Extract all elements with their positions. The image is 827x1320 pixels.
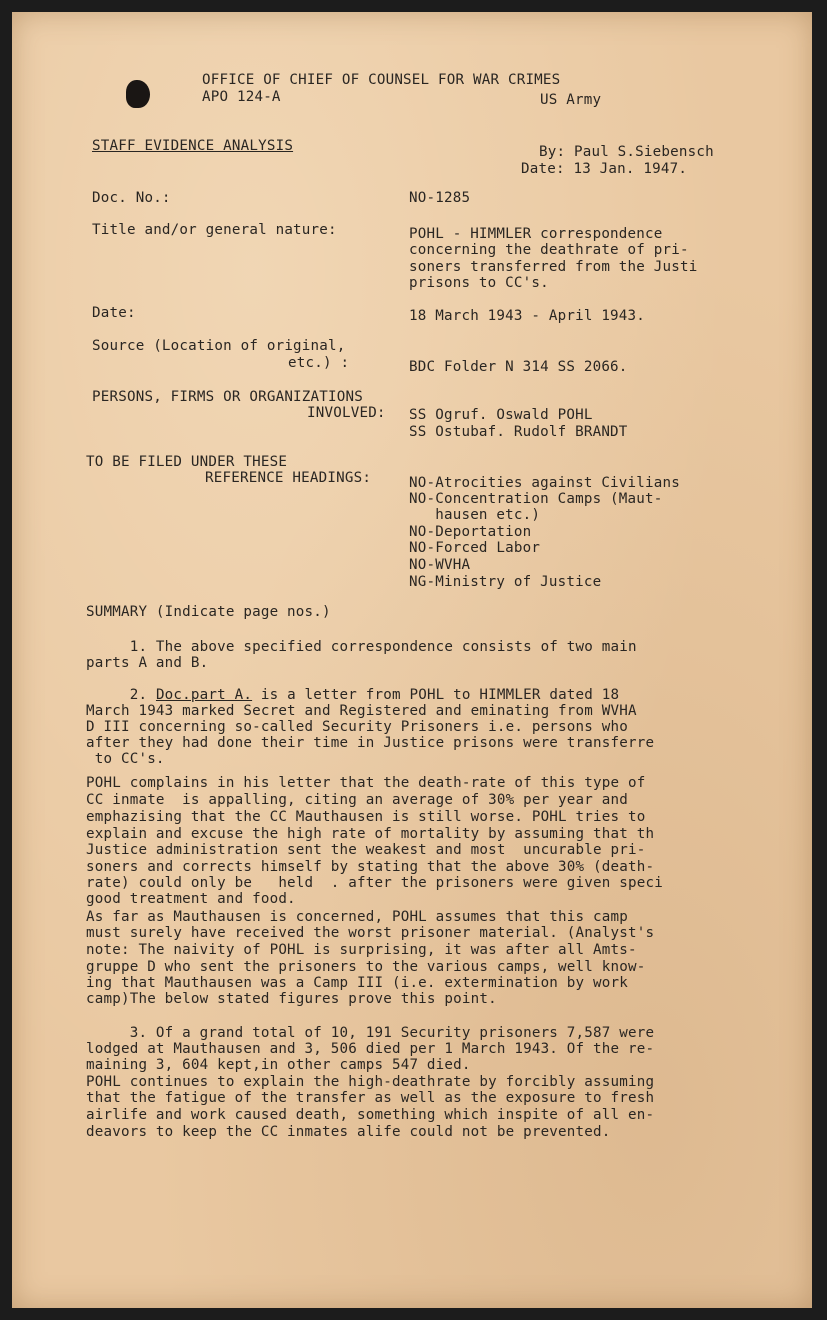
para3-line: deavors to keep the CC inmates alife could not be prevented. (86, 1124, 611, 1140)
filed-label-1: TO BE FILED UNDER THESE (86, 454, 288, 470)
para3-line: airlife and work caused death, something which inspite of all en- (86, 1107, 655, 1123)
para2-line: rate) could only be held . after the prisoners were given speci (86, 875, 663, 891)
para3-line: POHL continues to explain the high-deathrate by forcibly assuming (86, 1074, 655, 1090)
para2-line: must surely have received the worst prisoner material. (Analyst's (86, 925, 655, 941)
filed-value-3: hausen etc.) (409, 507, 541, 523)
para2-line: note: The naivity of POHL is surprising, it was after all Amts- (86, 942, 637, 958)
para2-line: As far as Mauthausen is concerned, POHL assumes that this camp (86, 909, 628, 925)
filed-value-4: NO-Deportation (409, 524, 532, 540)
para2-lead: 2. (86, 687, 156, 703)
title-value-2: concerning the deathrate of pri- (409, 242, 689, 258)
title-value-3: soners transferred from the Justi (409, 259, 698, 275)
filed-value-1: NO-Atrocities against Civilians (409, 475, 680, 491)
persons-value-1: SS Ogruf. Oswald POHL (409, 407, 593, 423)
para2-line: CC inmate is appalling, citing an average of 30% per year and (86, 792, 628, 808)
para2-line: to CC's. (86, 751, 165, 767)
document-page (12, 12, 812, 1308)
doc-part-a: Doc.part A. (155, 687, 253, 703)
analyst-by: By: Paul S.Siebensch (539, 144, 714, 160)
title-value-4: prisons to CC's. (409, 275, 549, 291)
para2-line: soners and corrects himself by stating that the above 30% (death- (86, 859, 655, 875)
source-value: BDC Folder N 314 SS 2066. (409, 359, 628, 375)
para2-line: emphazising that the CC Mauthausen is still worse. POHL tries to (86, 809, 646, 825)
para2-line: after they had done their time in Justice prisons were transferre (86, 735, 655, 751)
para2-line: camp)The below stated figures prove this point. (86, 991, 497, 1007)
para2-line: ing that Mauthausen was a Camp III (i.e. extermination by work (86, 975, 628, 991)
office-title: OFFICE OF CHIEF OF COUNSEL FOR WAR CRIMES (202, 72, 561, 88)
summary-heading: SUMMARY (Indicate page nos.) (86, 604, 331, 620)
persons-label-1: PERSONS, FIRMS OR ORGANIZATIONS (92, 389, 363, 405)
para2-line: explain and excuse the high rate of mortality by assuming that th (86, 826, 655, 842)
persons-value-2: SS Ostubaf. Rudolf BRANDT (409, 424, 628, 440)
analysis-date: Date: 13 Jan. 1947. (521, 161, 688, 177)
filed-label-2: REFERENCE HEADINGS: (205, 470, 372, 486)
date-label: Date: (92, 305, 136, 321)
source-label-2: etc.) : (288, 355, 350, 371)
title-value-1: POHL - HIMMLER correspondence (409, 226, 663, 242)
analysis-title: STAFF EVIDENCE ANALYSIS (92, 138, 294, 154)
filed-value-5: NO-Forced Labor (409, 540, 541, 556)
us-army: US Army (540, 92, 602, 108)
para1-line-1: 1. The above specified correspondence consists of two main (86, 639, 637, 655)
para3-line: lodged at Mauthausen and 3, 506 died per 1 March 1943. Of the re- (86, 1041, 655, 1057)
para2-line: Justice administration sent the weakest and most uncurable pri- (86, 842, 646, 858)
para2-line: D III concerning so-called Security Prisoners i.e. persons who (86, 719, 628, 735)
doc-no-value: NO-1285 (409, 190, 471, 206)
para2-first-rest: is a letter from POHL to HIMMLER dated 18 (252, 687, 620, 703)
para1-line-2: parts A and B. (86, 655, 209, 671)
source-label-1: Source (Location of original, (92, 338, 346, 354)
date-value: 18 March 1943 - April 1943. (409, 308, 646, 324)
para2-line: good treatment and food. (86, 891, 296, 907)
filed-value-2: NO-Concentration Camps (Maut- (409, 491, 663, 507)
persons-label-2: INVOLVED: (307, 405, 386, 421)
title-label: Title and/or general nature: (92, 222, 337, 238)
doc-no-label: Doc. No.: (92, 190, 171, 206)
filed-value-7: NG-Ministry of Justice (409, 574, 602, 590)
ink-blot (126, 80, 150, 108)
para2-line: gruppe D who sent the prisoners to the various camps, well know- (86, 959, 646, 975)
para2-line-first (86, 687, 619, 703)
filed-value-6: NO-WVHA (409, 557, 471, 573)
para3-line: maining 3, 604 kept,in other camps 547 died. (86, 1057, 471, 1073)
apo-number: APO 124-A (202, 89, 281, 105)
para2-line: March 1943 marked Secret and Registered and eminating from WVHA (86, 703, 637, 719)
para3-line: 3. Of a grand total of 10, 191 Security prisoners 7,587 were (86, 1025, 655, 1041)
para3-line: that the fatigue of the transfer as well as the exposure to fresh (86, 1090, 655, 1106)
para2-line: POHL complains in his letter that the death-rate of this type of (86, 775, 646, 791)
